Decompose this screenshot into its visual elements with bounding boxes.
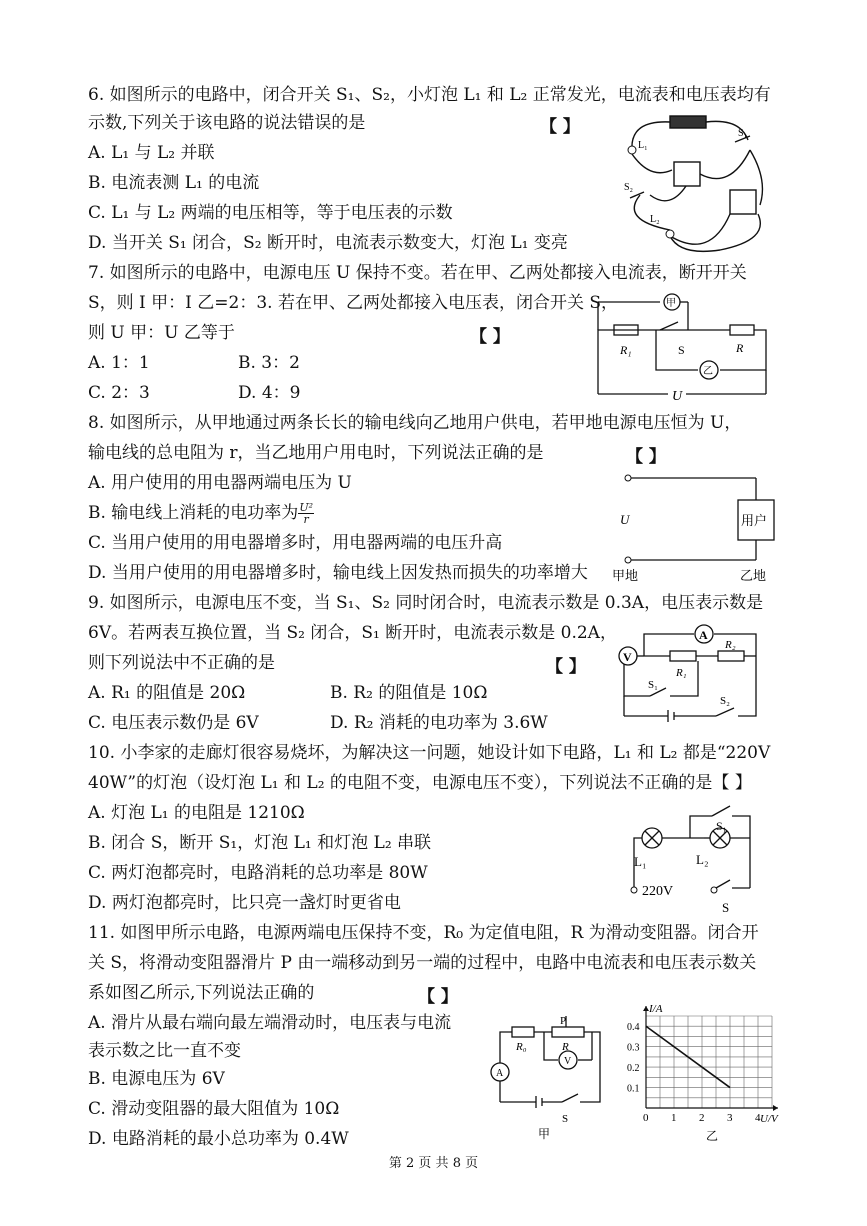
q11-fig-r-label: R xyxy=(562,1041,569,1053)
q10-fig-l1-label: L₁ xyxy=(634,854,647,869)
q8-fig-user-label: 用户 xyxy=(741,513,768,528)
q9-answer-bracket: 【 】 xyxy=(546,657,586,677)
q9-fig-s1-label: S₁ xyxy=(648,679,658,691)
q6-option-d: D. 当开关 S₁ 闭合，S₂ 断开时，电流表示数变大，灯泡 L₁ 变亮 xyxy=(88,233,568,253)
q7-fig-yi-label: 乙 xyxy=(703,366,713,377)
q9-fig-ammeter-label: A xyxy=(699,628,708,642)
q8-option-b-text: B. 输电线上消耗的电功率为 xyxy=(88,503,299,523)
q11-option-b: B. 电源电压为 6V xyxy=(88,1069,225,1089)
q8-line2: 输电线的总电阻为 r，当乙地用户用电时，下列说法正确的是 xyxy=(88,443,544,463)
q6-line2: 示数,下列关于该电路的说法错误的是 xyxy=(88,113,366,133)
q11-fig-ammeter-label: A xyxy=(496,1068,504,1079)
q10-option-b: B. 闭合 S，断开 S₁，灯泡 L₁ 和灯泡 L₂ 串联 xyxy=(88,833,432,853)
chart-x-tick-label: 1 xyxy=(671,1112,677,1124)
chart-grid xyxy=(646,1016,772,1108)
q7-fig-r1-label: R₁ xyxy=(620,343,632,357)
q8-fig-jiadi-label: 甲地 xyxy=(612,568,639,583)
q8-circuit-figure xyxy=(610,470,780,586)
chart-y-tick-label: 0.2 xyxy=(627,1063,640,1075)
chart-y-tick-label: 0.3 xyxy=(627,1042,640,1054)
q9-line1: 9. 如图所示，电源电压不变，当 S₁、S₂ 同时闭合时，电流表示数是 0.3A，电压表示数是 xyxy=(88,593,764,613)
q6-fig-s2-label: S₂ xyxy=(624,182,634,193)
q9-fig-s2-label: S₂ xyxy=(720,695,730,707)
q8-option-b xyxy=(88,502,314,525)
q7-option-b: B. 3：2 xyxy=(238,353,300,373)
q10-fig-s-label: S xyxy=(722,900,730,915)
q7-line2: S，则 I 甲：I 乙=2：3. 若在甲、乙两处都接入电压表，闭合开关 S， xyxy=(88,293,619,313)
q10-line2: 40W”的灯泡（设灯泡 L₁ 和 L₂ 的电阻不变，电源电压不变），下列说法不正确的是【 】 xyxy=(88,773,752,793)
q8-option-b-fraction xyxy=(298,502,314,525)
q11-line3: 系如图乙所示,下列说法正确的 xyxy=(88,983,315,1003)
q9-line3: 则下列说法中不正确的是 xyxy=(88,653,275,673)
q7-option-d: D. 4：9 xyxy=(238,383,301,403)
q8-answer-bracket: 【 】 xyxy=(626,447,666,467)
q11-option-c: C. 滑动变阻器的最大阻值为 10Ω xyxy=(88,1099,340,1119)
q7-circuit-figure xyxy=(590,290,780,410)
q7-line3: 则 U 甲：U 乙等于 xyxy=(88,323,235,343)
q6-fig-s1-label: S₁ xyxy=(738,128,748,139)
chart-y-tick-label: 0.4 xyxy=(627,1022,640,1034)
q11-fig-s-label: S xyxy=(562,1113,569,1125)
q7-fig-u-label: U xyxy=(672,389,683,404)
chart-x-tick-label: 0 xyxy=(643,1112,649,1124)
chart-x-axis-label: U/V xyxy=(760,1113,778,1125)
q11-iu-chart xyxy=(626,1000,786,1142)
q8-line1: 8. 如图所示，从甲地通过两条长长的输电线向乙地用户供电，若甲地电源电压恒为 U， xyxy=(88,413,742,433)
q11-option-d: D. 电路消耗的最小总功率为 0.4W xyxy=(88,1129,349,1149)
q7-line1: 7. 如图所示的电路中，电源电压 U 保持不变。若在甲、乙两处都接入电流表，断开开关 xyxy=(88,263,747,283)
q11-line1: 11. 如图甲所示电路，电源两端电压保持不变，R₀ 为定值电阻，R 为滑动变阻器。闭合开 xyxy=(88,923,759,943)
chart-x-tick-label: 3 xyxy=(727,1112,733,1124)
q9-fig-voltmeter-label: V xyxy=(623,650,632,664)
q11-option-a-line1: A. 滑片从最右端向最左端滑动时，电压表与电流 xyxy=(88,1013,452,1033)
page-footer: 第 2 页 共 8 页 xyxy=(388,1156,479,1171)
q10-fig-l2-label: L₂ xyxy=(696,852,709,867)
q8-fraction-numerator: U² xyxy=(299,501,313,514)
q9-option-d: D. R₂ 消耗的电功率为 3.6W xyxy=(330,713,548,733)
q11-answer-bracket: 【 】 xyxy=(418,987,458,1007)
q10-circuit-figure xyxy=(620,800,770,916)
q8-fig-yidi-label: 乙地 xyxy=(740,568,767,583)
q9-line2: 6V。若两表互换位置，当 S₂ 闭合，S₁ 断开时，电流表示数是 0.2A， xyxy=(88,623,617,643)
q6-circuit-figure xyxy=(610,110,770,260)
q11-fig-jia-label: 甲 xyxy=(538,1127,551,1140)
q11-fig-voltmeter-label: V xyxy=(564,1056,572,1067)
q10-fig-voltage-label: 220V xyxy=(642,884,674,899)
chart-ticks xyxy=(627,1022,761,1124)
q10-line1: 10. 小李家的走廊灯很容易烧坏，为解决这一问题，她设计如下电路，L₁ 和 L₂ 都是“220V xyxy=(88,743,771,763)
q6-answer-bracket: 【 】 xyxy=(540,117,580,137)
q9-fig-r1-label: R₁ xyxy=(676,667,687,679)
q6-option-c: C. L₁ 与 L₂ 两端的电压相等，等于电压表的示数 xyxy=(88,203,453,223)
q7-fig-jia-label: 甲 xyxy=(666,298,676,309)
q10-option-c: C. 两灯泡都亮时，电路消耗的总功率是 80W xyxy=(88,863,428,883)
chart-x-tick-label: 4 xyxy=(755,1112,761,1124)
chart-y-axis-label: I/A xyxy=(649,1003,663,1015)
q8-fraction-denominator: r xyxy=(303,513,309,526)
q8-option-a: A. 用户使用的用电器两端电压为 U xyxy=(88,473,352,493)
q6-fig-l2-label: L₂ xyxy=(650,214,660,225)
q11-line2: 关 S，将滑动变阻器滑片 P 由一端移动到另一端的过程中，电路中电流表和电压表示数关 xyxy=(88,953,757,973)
q10-fig-s1-label: S₁ xyxy=(716,819,727,833)
q6-option-b: B. 电流表测 L₁ 的电流 xyxy=(88,173,260,193)
q6-option-a: A. L₁ 与 L₂ 并联 xyxy=(88,143,215,163)
q11-circuit-figure xyxy=(486,1010,616,1140)
q10-option-d: D. 两灯泡都亮时，比只亮一盏灯时更省电 xyxy=(88,893,401,913)
q11-option-a-line2: 表示数之比一直不变 xyxy=(88,1041,241,1061)
q7-option-c: C. 2：3 xyxy=(88,383,150,403)
q9-option-b: B. R₂ 的阻值是 10Ω xyxy=(330,683,488,703)
q6-fig-l1-label: L₁ xyxy=(638,140,648,151)
q7-answer-bracket: 【 】 xyxy=(470,327,510,347)
q8-fig-u-label: U xyxy=(620,512,630,527)
q9-option-a: A. R₁ 的阻值是 20Ω xyxy=(88,683,246,703)
q8-option-d: D. 当用户使用的用电器增多时，输电线上因发热而损失的功率增大 xyxy=(88,563,588,583)
q7-fig-r-label: R xyxy=(736,341,744,355)
q11-fig-p-label: P xyxy=(560,1015,567,1027)
q9-option-c: C. 电压表示数仍是 6V xyxy=(88,713,259,733)
q9-circuit-figure xyxy=(610,618,770,728)
chart-x-tick-label: 2 xyxy=(699,1112,705,1124)
q10-option-a: A. 灯泡 L₁ 的电阻是 1210Ω xyxy=(88,803,305,823)
chart-y-tick-label: 0.1 xyxy=(627,1083,640,1095)
q9-fig-r2-label: R₂ xyxy=(725,639,736,651)
q7-fig-s-label: S xyxy=(678,343,685,357)
q11-fig-yi-label: 乙 xyxy=(706,1129,719,1142)
q8-option-c: C. 当用户使用的用电器增多时，用电器两端的电压升高 xyxy=(88,533,503,553)
q6-line1: 6. 如图所示的电路中，闭合开关 S₁、S₂，小灯泡 L₁ 和 L₂ 正常发光，电流表和电压表均有 xyxy=(88,85,771,105)
q11-fig-r0-label: R₀ xyxy=(516,1041,527,1053)
q7-option-a: A. 1：1 xyxy=(88,353,150,373)
chart-x-arrow xyxy=(773,1105,778,1111)
